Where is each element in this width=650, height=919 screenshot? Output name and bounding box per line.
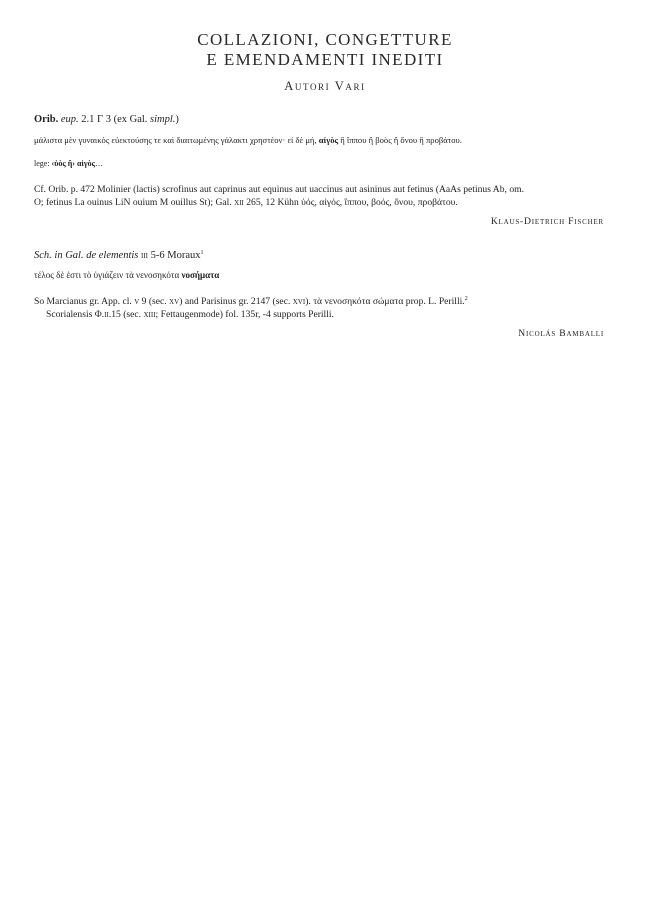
entry2-note-line1-sc2: xv: [169, 296, 180, 307]
entry2-note: [34, 295, 617, 321]
entry2-greek-pre: τέλος δὲ ἐστι τὸ ὑγιάζειν τὰ νενοσηκότα: [34, 270, 182, 280]
entry1-note: [34, 183, 617, 209]
entry2-footnote-mark: 2: [464, 296, 468, 302]
entry2-note-line2-sc: ii: [104, 309, 109, 320]
entry1-greek-post: ἢ ἵππου ἢ βοὸς ἢ ὄνου ἢ προβάτου.: [338, 135, 462, 145]
entry1-heading: [34, 113, 617, 127]
entry2-note-line1-mid: 9 (sec.: [139, 296, 170, 307]
page-title: [0, 30, 650, 70]
entry1-lege-post: …: [95, 159, 104, 168]
entry1-note-line2-pre: O; fetinus La ouinus LiN ouium M ouillus St); Gal.: [34, 197, 235, 208]
entry2-note-line1-post: ). τὰ νενοσηκότα σώματα prop. L. Perilli.: [305, 296, 465, 307]
entry1-note-line-1: Cf. Orib. p. 472 Molinier (lactis) scrofinus aut caprinus aut equinus aut uaccinus aut asininus aut fetinus (AaAs petinus Ab, om.: [34, 184, 524, 195]
entry1-greek-line: [34, 134, 617, 146]
entry1-head-italic2: simpl.: [150, 114, 176, 125]
entry1-greek-bold: αἰγὸς: [318, 135, 339, 145]
entry2-note-line2-post: ; Fettaugenmode) fol. 135r, -4 supports Perilli.: [155, 309, 334, 320]
entry2-note-line1-sc: v: [134, 296, 140, 307]
entry2-head-footnote-mark: 1: [200, 250, 204, 256]
entry2-heading: [34, 249, 617, 263]
entry2-head-rest: 5-6 Moraux: [148, 250, 201, 261]
entry1-head-bold: Orib.: [34, 114, 59, 125]
title-line-1: COLLAZIONI, CONGETTURE: [197, 30, 453, 49]
entry2-note-line-1: [34, 295, 617, 308]
entry1-head-italic: eup.: [60, 114, 79, 125]
entry2-note-line1-mid2: ) and Parisinus gr. 2147 (sec.: [179, 296, 293, 307]
entry1-note-line2-post: 265, 12 Kühn ὑός, αἰγός, ἵππου, βοός, ὄνου, προβάτου.: [243, 197, 458, 208]
entry2-head-sc: iii: [138, 250, 149, 261]
entry1-note-line-2: [34, 196, 617, 209]
title-line-2: E EMENDAMENTI INEDITI: [206, 50, 444, 69]
entry1-note-line2-sc: xii: [234, 197, 244, 208]
entry2-signature: Nicolás Bamballi: [518, 328, 604, 339]
entry1-head-close: ): [175, 114, 179, 125]
entry2-greek-line: [34, 269, 617, 281]
entry1-greek-pre: μάλιστα μὲν γυναικὸς εὐεκτούσης τε καὶ διαιτωμένης γάλακτι χρηστέον· εἰ δὲ μή,: [34, 135, 319, 145]
entry2-head-italic: Sch. in Gal. de elementis: [34, 250, 139, 261]
entry2-note-line1-sc3: xvi: [292, 296, 306, 307]
entry1-lege-line: [34, 158, 617, 170]
entry1-lege-label: lege:: [34, 159, 52, 168]
authors-subtitle: Autori Vari: [284, 79, 366, 93]
entry2-note-line2-sc2: xiii: [143, 309, 156, 320]
entry2-greek-bold: νοσήματα: [181, 270, 220, 280]
entry1-signature: Klaus-Dietrich Fischer: [490, 216, 604, 227]
entry2-note-line2-mid: .15 (sec.: [108, 309, 144, 320]
entry2-note-line2-pre: Scorialensis Φ.: [46, 309, 105, 320]
entry1-head-rest: 2.1 Γ 3 (ex Gal.: [78, 114, 151, 125]
entry2-note-line-2: [34, 308, 617, 321]
entry1-lege-bold: ‹ὑὸς ἢ› αἰγὸς: [51, 159, 96, 168]
entry2-note-line1-pre: So Marcianus gr. App. cl.: [34, 296, 135, 307]
